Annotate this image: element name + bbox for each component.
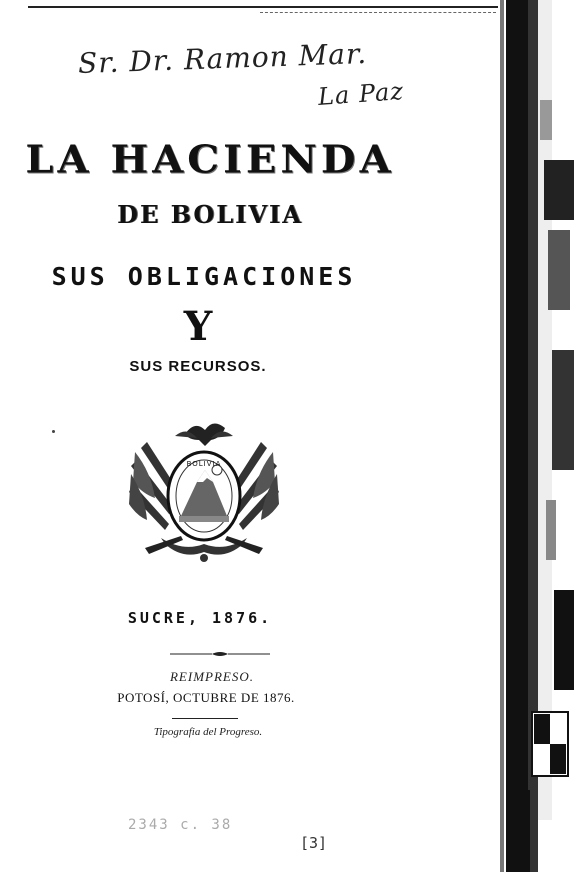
printer-name: Tipografia del Progreso.: [153, 726, 263, 738]
title-conjunction: Y: [183, 303, 213, 350]
separator-rule: [172, 718, 238, 719]
margin-mark: [52, 430, 55, 433]
ornamental-rule: [170, 650, 270, 658]
imprint-place-date: SUCRE, 1876.: [127, 609, 273, 627]
title-obligations: SUS OBLIGACIONES: [51, 262, 357, 291]
svg-text:BOLIVIA: BOLIVIA: [186, 460, 222, 468]
library-shelfmark: 2343 c. 38: [128, 817, 233, 833]
reprint-city-date: POTOSÍ, OCTUBRE DE 1876.: [117, 690, 295, 705]
handwritten-dedication: Sr. Dr. Ramon Mar.: [77, 36, 368, 81]
coat-of-arms-emblem: [125, 412, 283, 570]
page-number: [3]: [300, 834, 328, 852]
scanned-page-edge: [500, 0, 575, 872]
title-subtitle: DE BOLIVIA: [117, 200, 303, 229]
handwritten-place: La Paz: [317, 77, 405, 111]
top-dashed-line: [260, 12, 496, 13]
top-border-line: [28, 6, 498, 8]
title-resources: SUS RECURSOS.: [129, 358, 267, 375]
title-main: LA HACIENDA: [25, 137, 395, 182]
reprint-note: REIMPRESO.: [169, 669, 254, 684]
